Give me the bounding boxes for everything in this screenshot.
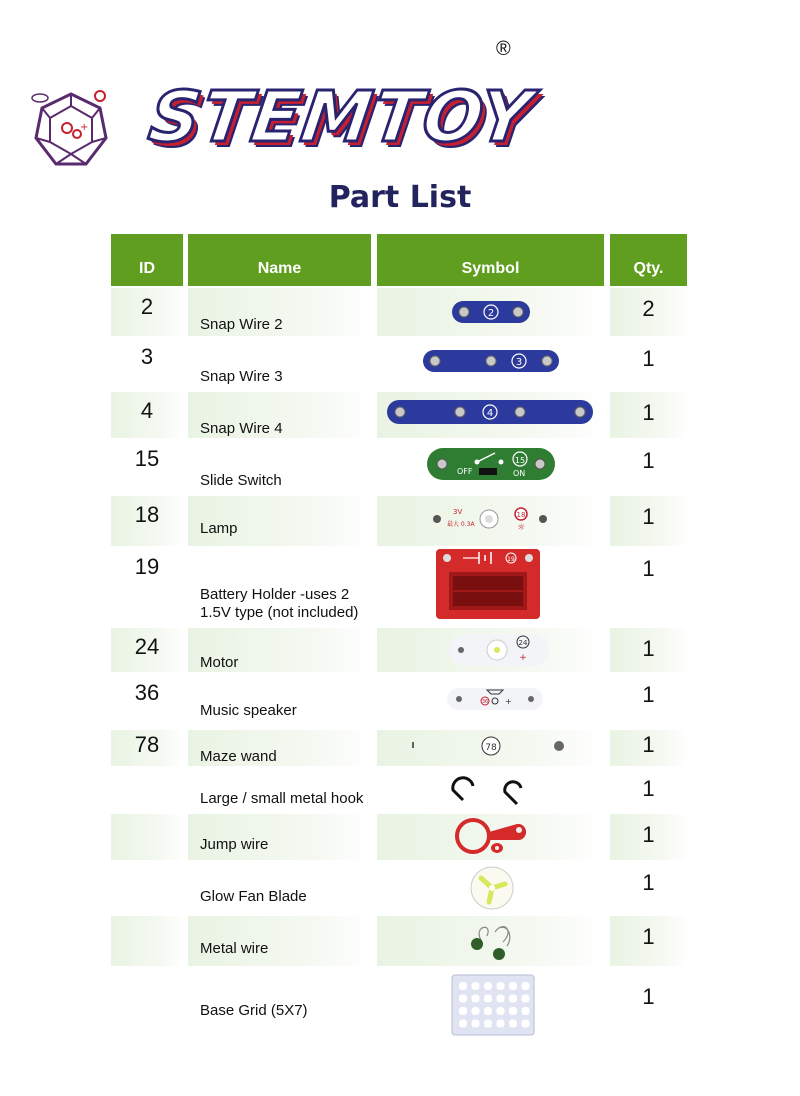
part-qty: 1: [642, 556, 655, 581]
symbol-label: 18: [516, 511, 526, 519]
part-id: 15: [134, 446, 160, 471]
maze-wand-icon: [407, 732, 577, 764]
header-symbol: Symbol: [377, 234, 604, 286]
speaker-icon: [445, 684, 545, 714]
grid-hole: [497, 1007, 505, 1015]
table-row: [111, 916, 687, 966]
part-name-line1: Battery Holder -uses 2: [200, 586, 350, 603]
part-name-line2: 1.5V type (not included): [200, 604, 359, 621]
lamp-current: 最大 0.3A: [447, 521, 475, 528]
symbol-label: 36: [481, 699, 489, 705]
jump-wire-icon: [449, 814, 533, 860]
table-row: [111, 730, 687, 766]
part-name: Lamp: [200, 520, 238, 537]
brand-logo: [30, 38, 539, 168]
grid-hole: [459, 1020, 467, 1028]
registered-mark: ®: [496, 38, 511, 60]
part-name: Motor: [200, 654, 239, 671]
symbol-label: 15: [514, 456, 526, 465]
symbol-label: 2: [487, 308, 495, 319]
slide-switch-icon: [425, 444, 557, 484]
table-row: [111, 674, 687, 728]
grid-hole: [472, 1007, 480, 1015]
symbol-label: 3: [515, 357, 523, 368]
grid-hole: [472, 982, 480, 990]
part-name: Maze wand: [200, 748, 277, 765]
table-row: [111, 862, 687, 914]
part-id: 24: [134, 634, 160, 659]
grid-hole: [497, 995, 505, 1003]
lamp-icon: [429, 502, 551, 536]
part-qty: 1: [642, 346, 655, 371]
part-qty: 1: [642, 636, 655, 661]
table-row: [111, 392, 687, 438]
svg-text:+: +: [505, 697, 512, 706]
part-qty: 1: [642, 732, 655, 757]
part-name: Metal wire: [200, 940, 269, 957]
grid-hole: [497, 982, 505, 990]
table-row: [111, 496, 687, 546]
symbol-label: 78: [485, 743, 497, 753]
table-row: [111, 628, 687, 672]
part-name: Glow Fan Blade: [200, 888, 307, 905]
metal-wire-icon: [463, 918, 519, 964]
table-row: [111, 768, 687, 812]
part-qty: 1: [642, 776, 655, 801]
grid-hole: [484, 1007, 492, 1015]
part-id: 3: [140, 344, 154, 369]
table-row: [111, 288, 687, 336]
grid-hole: [509, 1020, 517, 1028]
snap-wire-3-icon: [421, 346, 561, 376]
part-name: Snap Wire 4: [200, 420, 283, 437]
part-name: Snap Wire 3: [200, 368, 283, 385]
part-qty: 1: [642, 400, 655, 425]
part-name: [200, 586, 358, 622]
part-id: 2: [140, 294, 154, 319]
grid-hole: [484, 1020, 492, 1028]
table-row: [111, 814, 687, 860]
table-row: [111, 440, 687, 494]
table-row: [111, 968, 687, 1038]
svg-text:☼: ☼: [516, 523, 526, 533]
part-name: Snap Wire 2: [200, 316, 283, 333]
grid-hole: [509, 1007, 517, 1015]
part-name: Slide Switch: [200, 472, 282, 489]
lamp-voltage: 3V: [453, 508, 463, 516]
fan-blade-icon: [467, 864, 517, 912]
snap-wire-4-icon: [385, 396, 595, 428]
metal-hook-icon: [445, 772, 537, 812]
grid-hole: [484, 995, 492, 1003]
grid-hole: [522, 982, 530, 990]
part-qty: 1: [642, 448, 655, 473]
grid-hole: [522, 995, 530, 1003]
grid-hole: [509, 995, 517, 1003]
part-qty: 1: [642, 870, 655, 895]
grid-hole: [472, 1020, 480, 1028]
grid-hole: [459, 1007, 467, 1015]
grid-hole: [459, 995, 467, 1003]
svg-text:+: +: [519, 653, 527, 663]
part-name: Base Grid (5X7): [200, 1002, 308, 1019]
symbol-label: 24: [518, 639, 528, 647]
base-grid-icon: [451, 974, 535, 1036]
header-name: Name: [188, 234, 371, 286]
svg-text:+: +: [80, 122, 89, 133]
brand-wordmark: STEMTOY: [144, 76, 539, 158]
part-name: Large / small metal hook: [200, 790, 364, 807]
grid-hole: [497, 1020, 505, 1028]
table-row: [111, 548, 687, 626]
switch-off-label: OFF: [457, 467, 473, 476]
part-id: 18: [134, 502, 160, 527]
battery-holder-icon: [435, 548, 541, 620]
part-qty: 1: [642, 822, 655, 847]
part-qty: 1: [642, 682, 655, 707]
grid-hole: [484, 982, 492, 990]
part-id: 36: [134, 680, 160, 705]
symbol-label: 19: [507, 556, 515, 563]
switch-on-label: ON: [513, 469, 526, 478]
grid-hole: [522, 1007, 530, 1015]
part-name: Music speaker: [200, 702, 297, 719]
snap-wire-2-icon: [450, 298, 532, 326]
part-id: 19: [134, 554, 160, 579]
part-qty: 2: [642, 296, 655, 321]
part-qty: 1: [642, 984, 655, 1009]
part-id: 4: [140, 398, 154, 423]
grid-hole: [459, 982, 467, 990]
motor-icon: [447, 630, 551, 670]
part-id: 78: [134, 732, 160, 757]
page-title: Part List: [328, 180, 472, 215]
grid-hole: [509, 982, 517, 990]
part-qty: 1: [642, 504, 655, 529]
part-name: Jump wire: [200, 836, 269, 853]
part-qty: 1: [642, 924, 655, 949]
table-row: [111, 338, 687, 390]
header-qty: Qty.: [610, 234, 687, 286]
grid-hole: [472, 995, 480, 1003]
grid-hole: [522, 1020, 530, 1028]
header-id: ID: [111, 234, 183, 286]
atom-polyhedron-icon: [30, 88, 112, 170]
symbol-label: 4: [486, 408, 494, 419]
